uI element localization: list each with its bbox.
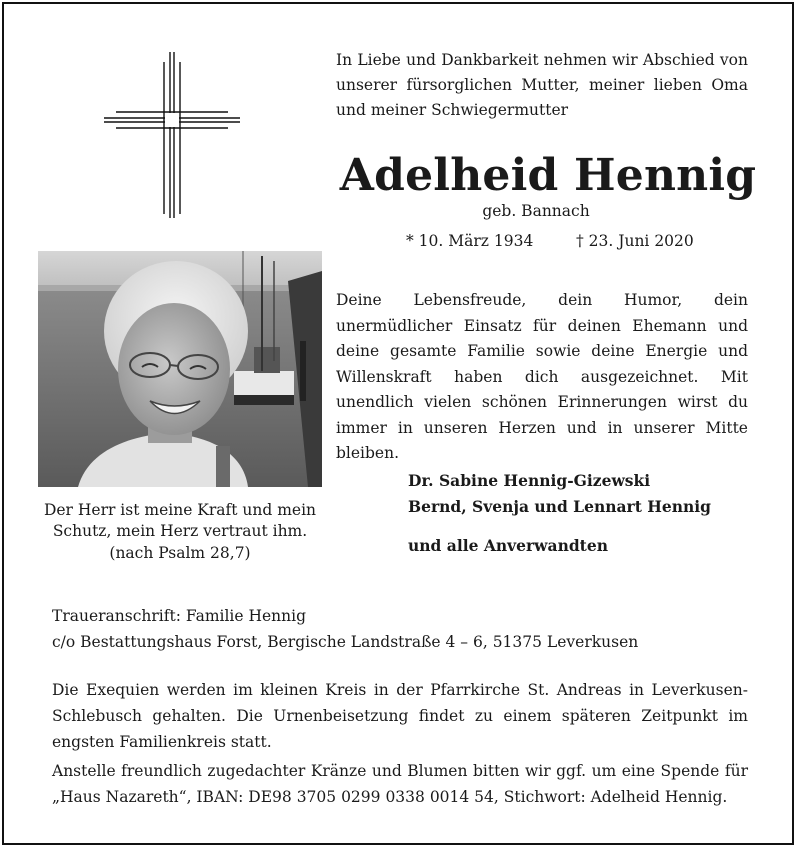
donation-info: Anstelle freundlich zugedachter Kränze und Blumen bitten wir ggf. um eine Spende für „Haus Nazareth“, IBAN: DE98 3705 0299 0338 0014 54, Stichwort: Adelheid Hennig. [52,762,748,806]
birth-name: geb. Bannach [482,202,590,220]
birth-date: * 10. März 1934 [406,232,534,250]
intro-text: In Liebe und Dankbarkeit nehmen wir Abschied von unserer fürsorglichen Mutter, meiner lieben Oma und meiner Schwiegermutter [336,51,748,119]
cross-icon [102,50,242,218]
bible-quote-source: (nach Psalm 28,7) [109,544,251,562]
funeral-info: Die Exequien werden im kleinen Kreis in der Pfarrkirche St. Andreas in Leverkusen-Schlebusch gehalten. Die Urnenbeisetzung findet zu einem späteren Zeitpunkt im engsten Familienkreis statt. [52,681,748,751]
portrait-photo [38,251,322,487]
death-date: † 23. Juni 2020 [576,232,694,250]
mourner-name: und alle Anverwandten [408,536,608,555]
deceased-name: Adelheid Hennig [339,150,757,201]
mourner-name: Dr. Sabine Hennig-Gizewski [408,471,651,490]
tribute-text: Deine Lebensfreude, dein Humor, dein unermüdlicher Einsatz für deinen Ehemann und deine gesamte Familie sowie deine Energie und Willenskraft haben dich ausgezeichnet. Mit unendlich vielen schönen Erinnerungen wirst du immer in unseren Herzen und in unserer Mitte bleiben. [336,291,748,462]
bible-quote: Der Herr ist meine Kraft und mein Schutz, mein Herz vertraut ihm. [43,501,317,540]
mourning-address-line: Traueranschrift: Familie Hennig [52,607,307,625]
mourning-address-line: c/o Bestattungshaus Forst, Bergische Landstraße 4 – 6, 51375 Leverkusen [52,633,639,651]
mourner-name: Bernd, Svenja und Lennart Hennig [408,497,712,516]
